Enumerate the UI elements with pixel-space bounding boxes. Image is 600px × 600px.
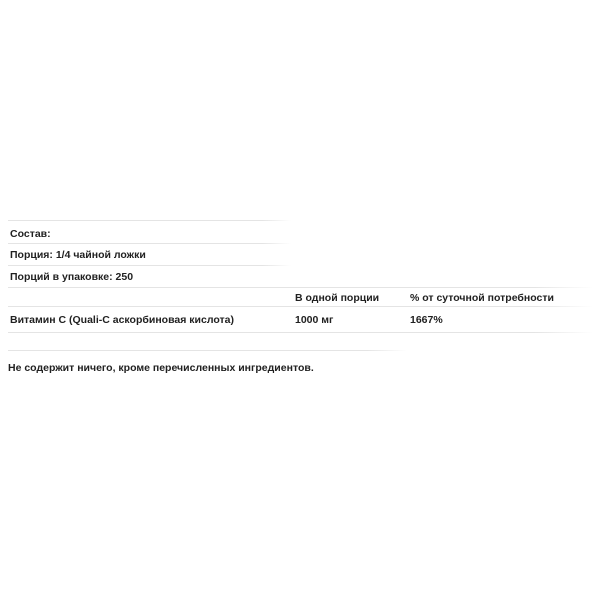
column-header-daily-value: % от суточной потребности [410,292,554,304]
ingredient-name: Витамин C (Quali-C аскорбиновая кислота) [10,314,234,326]
servings-per-container-text: Порций в упаковке: 250 [10,271,134,283]
divider-after-composition [8,243,291,244]
column-header-per-serving: В одной порции [295,292,380,304]
divider-below-header [8,306,593,307]
divider-above-footnote [8,350,407,351]
divider-table-top [8,287,593,288]
divider-top [8,220,291,221]
footnote-text: Не содержит ничего, кроме перечисленных ингредиентов. [8,362,314,374]
ingredient-amount: 1000 мг [295,314,334,326]
serving-size-text: Порция: 1/4 чайной ложки [10,249,146,261]
divider-below-row [8,332,593,333]
ingredient-daily-value: 1667% [410,314,443,326]
divider-after-serving-size [8,265,291,266]
composition-label: Состав: [10,228,51,240]
